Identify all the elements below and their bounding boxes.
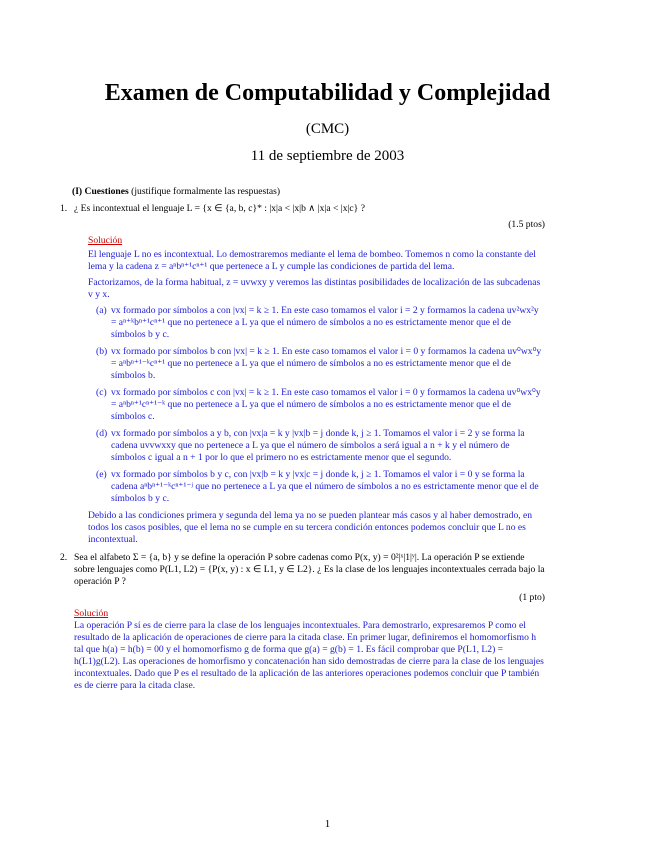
question-2-number: 2. [60,552,68,563]
case-text: vx formado por símbolos a con |vx| = k ≥ 1. En este caso tomamos el valor i = 2 y formamos la cadena uv²wx²y = aⁿ⁺ᵏbⁿ⁺¹cⁿ⁺¹ que no pertenece a L ya que el número de símbolos a no es estrictamente menor que el de símbolos b y c. [111,305,539,340]
section-label: (I) Cuestiones [72,186,129,197]
question-2-points: (1 pto) [519,592,545,603]
case-text: vx formado por símbolos c con |vx| = k ≥ 1. En este caso tomamos el valor i = 0 y formamos la cadena uv⁰wx⁰y = aⁿbⁿ⁺¹cⁿ⁺¹⁻ᵏ que no pertenece a L ya que el número de símbolos a no es estrictamente menor que el de símbolos c. [111,387,541,422]
section-heading [72,186,545,198]
case-label: (d) [96,428,108,439]
case-label: (b) [96,346,108,357]
case-label: (e) [96,469,107,480]
question-1-solution-para2: Factorizamos, de la forma habitual, z = uvwxy y veremos las distintas posibilidades de localización de las subcadenas v y x. [88,277,541,300]
page-number: 1 [324,818,331,830]
question-2 [60,552,545,588]
question-1-solution-label: Solución [88,235,123,246]
question-1-points: (1.5 ptos) [508,219,545,230]
case-item [88,387,545,423]
case-item [88,305,545,341]
case-label: (c) [96,387,107,398]
case-item [88,428,545,464]
case-text: vx formado por símbolos b y c, con |vx|b = k y |vx|c = j donde k, j ≥ 1. Tomamos el valor i = 0 y se forma la cadena aⁿbⁿ⁺¹⁻ᵏcⁿ⁺¹⁻ʲ que no pertenece a L ya que el número de símbolos a no es estrictamente menor que el de símbolos b y c. [111,469,539,504]
question-1 [60,203,545,215]
question-2-solution-text: La operación P sí es de cierre para la clase de los lenguajes incontextuales. Para demostrarlo, expresaremos P como el resultado de la aplicación de operaciones de cierre para la citada clase. En primer lugar, definiremos el homomorfismo h tal que h(a) = h(b) = 00 y el homomorfismo g de forma que g(a) = g(b) = 1. Es fácil comprobar que P(L1, L2) = h(L1)g(L2). Las operaciones de homorfismo y concatenación han sido demostradas de cierre para la clase de los lenguajes incontextuales. Dado que P es el resultado de la aplicación de las anteriores operaciones podemos concluir que P también es de cierre para la citada clase. [74,620,544,691]
document-date: 11 de septiembre de 2003 [250,148,405,164]
question-1-number: 1. [60,203,68,214]
case-item [88,346,545,382]
question-1-solution-para1: El lenguaje L no es incontextual. Lo demostraremos mediante el lema de bombeo. Tomemos n como la constante del lema y la cadena z = aⁿbⁿ⁺¹cⁿ⁺¹ que pertenece a L y cumple las condiciones de partida del lema. [88,249,536,272]
question-1-text: ¿ Es incontextual el lenguaje L = {x ∈ {a, b, c}* : |x|a < |x|b ∧ |x|a < |x|c} ? [74,203,365,214]
case-item [88,469,545,505]
question-1-cases [88,305,545,505]
document-title: Examen de Computabilidad y Complejidad [104,80,551,106]
section-note: (justifique formalmente las respuestas) [131,186,281,197]
document-subtitle: (CMC) [305,121,350,137]
exam-body [60,186,545,692]
case-text: vx formado por símbolos b con |vx| = k ≥ 1. En este caso tomamos el valor i = 0 y formamos la cadena uv⁰wx⁰y = aⁿbⁿ⁺¹⁻ᵏcⁿ⁺¹ que no pertenece a L ya que el número de símbolos a no es estrictamente menor que el de símbolos b. [111,346,542,381]
question-2-text: Sea el alfabeto Σ = {a, b} y se define la operación P sobre cadenas como P(x, y) = 0²|ˣ|1|ʸ|. La operación P se extiende sobre lenguajes como P(L1, L2) = {P(x, y) : x ∈ L1, y ∈ L2}. ¿ Es la clase de los lenguajes incontextuales cerrada bajo la operación P ? [74,552,545,587]
case-text: vx formado por símbolos a y b, con |vx|a = k y |vx|b = j donde k, j ≥ 1. Tomamos el valor i = 2 y se forma la cadena uvvwxxy que no pertenece a L ya que el número de símbolos a será igual a n + k y el número de símbolos c igual a n + 1 por lo que el primero no es estrictamente menor que el segundo. [111,428,525,463]
case-label: (a) [96,305,107,316]
question-2-solution-label: Solución [74,608,109,619]
question-1-conclusion: Debido a las condiciones primera y segunda del lema ya no se pueden plantear más casos y al haber demostrado, en todos los casos posibles, que el lema no se cumple en su tercera condición entonces podemos concluir que L no es incontextual. [88,510,533,545]
